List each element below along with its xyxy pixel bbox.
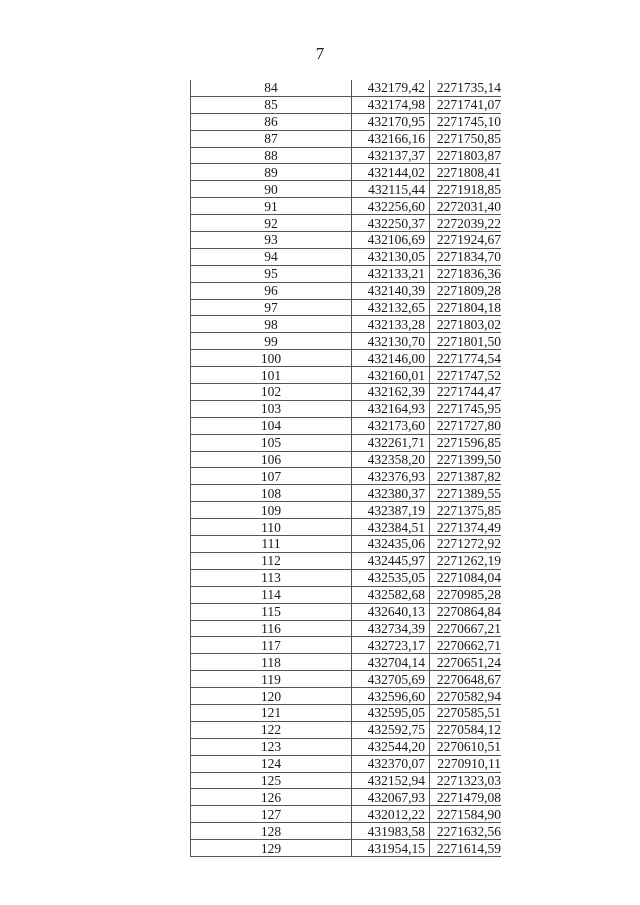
y-coordinate-cell: 2270662,71 <box>430 637 502 654</box>
y-coordinate-cell: 2271323,03 <box>430 772 502 789</box>
y-coordinate-cell: 2271735,14 <box>430 80 502 96</box>
x-coordinate-cell: 432162,39 <box>352 384 430 401</box>
table-row <box>191 620 502 637</box>
y-coordinate-cell: 2271727,80 <box>430 417 502 434</box>
y-coordinate-cell: 2271584,90 <box>430 806 502 823</box>
table-row <box>191 738 502 755</box>
x-coordinate-cell: 432445,97 <box>352 552 430 569</box>
y-coordinate-cell: 2271809,28 <box>430 282 502 299</box>
x-coordinate-cell: 432179,42 <box>352 80 430 96</box>
y-coordinate-cell: 2270667,21 <box>430 620 502 637</box>
x-coordinate-cell: 432376,93 <box>352 468 430 485</box>
table-row <box>191 232 502 249</box>
point-number-cell: 104 <box>191 417 352 434</box>
point-number-cell: 97 <box>191 299 352 316</box>
table-row <box>191 164 502 181</box>
x-coordinate-cell: 432640,13 <box>352 603 430 620</box>
point-number-cell: 125 <box>191 772 352 789</box>
x-coordinate-cell: 432130,70 <box>352 333 430 350</box>
point-number-cell: 103 <box>191 400 352 417</box>
x-coordinate-cell: 432380,37 <box>352 485 430 502</box>
x-coordinate-cell: 432596,60 <box>352 688 430 705</box>
x-coordinate-cell: 432012,22 <box>352 806 430 823</box>
y-coordinate-cell: 2271918,85 <box>430 181 502 198</box>
table-row <box>191 806 502 823</box>
table-row <box>191 552 502 569</box>
x-coordinate-cell: 432256,60 <box>352 198 430 215</box>
table-row <box>191 823 502 840</box>
x-coordinate-cell: 432137,37 <box>352 147 430 164</box>
point-number-cell: 108 <box>191 485 352 502</box>
x-coordinate-cell: 432115,44 <box>352 181 430 198</box>
point-number-cell: 95 <box>191 265 352 282</box>
point-number-cell: 111 <box>191 536 352 553</box>
x-coordinate-cell: 432734,39 <box>352 620 430 637</box>
y-coordinate-cell: 2271750,85 <box>430 130 502 147</box>
point-number-cell: 117 <box>191 637 352 654</box>
point-number-cell: 101 <box>191 367 352 384</box>
y-coordinate-cell: 2270864,84 <box>430 603 502 620</box>
point-number-cell: 107 <box>191 468 352 485</box>
point-number-cell: 126 <box>191 789 352 806</box>
table-row <box>191 316 502 333</box>
point-number-cell: 105 <box>191 434 352 451</box>
x-coordinate-cell: 432261,71 <box>352 434 430 451</box>
table-row <box>191 603 502 620</box>
point-number-cell: 124 <box>191 755 352 772</box>
point-number-cell: 123 <box>191 738 352 755</box>
y-coordinate-cell: 2270651,24 <box>430 654 502 671</box>
point-number-cell: 115 <box>191 603 352 620</box>
y-coordinate-cell: 2270610,51 <box>430 738 502 755</box>
x-coordinate-cell: 432723,17 <box>352 637 430 654</box>
point-number-cell: 109 <box>191 502 352 519</box>
point-number-cell: 113 <box>191 569 352 586</box>
x-coordinate-cell: 432173,60 <box>352 417 430 434</box>
y-coordinate-cell: 2271803,02 <box>430 316 502 333</box>
y-coordinate-cell: 2271596,85 <box>430 434 502 451</box>
y-coordinate-cell: 2271399,50 <box>430 451 502 468</box>
y-coordinate-cell: 2271774,54 <box>430 350 502 367</box>
table-row <box>191 130 502 147</box>
x-coordinate-cell: 431954,15 <box>352 840 430 857</box>
table-row <box>191 400 502 417</box>
point-number-cell: 122 <box>191 721 352 738</box>
table-row <box>191 181 502 198</box>
x-coordinate-cell: 432250,37 <box>352 215 430 232</box>
point-number-cell: 86 <box>191 113 352 130</box>
x-coordinate-cell: 432152,94 <box>352 772 430 789</box>
table-row <box>191 688 502 705</box>
table-row <box>191 569 502 586</box>
table-row <box>191 772 502 789</box>
table-row <box>191 299 502 316</box>
table-row <box>191 485 502 502</box>
y-coordinate-cell: 2271745,10 <box>430 113 502 130</box>
y-coordinate-cell: 2270910,11 <box>430 755 502 772</box>
y-coordinate-cell: 2271801,50 <box>430 333 502 350</box>
y-coordinate-cell: 2272039,22 <box>430 215 502 232</box>
table-row <box>191 704 502 721</box>
y-coordinate-cell: 2270648,67 <box>430 671 502 688</box>
x-coordinate-cell: 432370,07 <box>352 755 430 772</box>
x-coordinate-cell: 432435,06 <box>352 536 430 553</box>
point-number-cell: 128 <box>191 823 352 840</box>
point-number-cell: 93 <box>191 232 352 249</box>
table-row <box>191 350 502 367</box>
table-row <box>191 840 502 857</box>
y-coordinate-cell: 2271632,56 <box>430 823 502 840</box>
x-coordinate-cell: 432387,19 <box>352 502 430 519</box>
x-coordinate-cell: 432174,98 <box>352 96 430 113</box>
x-coordinate-cell: 432384,51 <box>352 519 430 536</box>
x-coordinate-cell: 432067,93 <box>352 789 430 806</box>
y-coordinate-cell: 2271614,59 <box>430 840 502 857</box>
table-row <box>191 384 502 401</box>
point-number-cell: 88 <box>191 147 352 164</box>
x-coordinate-cell: 432592,75 <box>352 721 430 738</box>
point-number-cell: 92 <box>191 215 352 232</box>
table-row <box>191 586 502 603</box>
y-coordinate-cell: 2271389,55 <box>430 485 502 502</box>
table-row <box>191 215 502 232</box>
x-coordinate-cell: 432146,00 <box>352 350 430 367</box>
x-coordinate-cell: 432144,02 <box>352 164 430 181</box>
x-coordinate-cell: 432705,69 <box>352 671 430 688</box>
point-number-cell: 102 <box>191 384 352 401</box>
table-row <box>191 333 502 350</box>
x-coordinate-cell: 432106,69 <box>352 232 430 249</box>
table-row <box>191 502 502 519</box>
point-number-cell: 91 <box>191 198 352 215</box>
x-coordinate-cell: 432133,28 <box>352 316 430 333</box>
table-row <box>191 417 502 434</box>
point-number-cell: 129 <box>191 840 352 857</box>
x-coordinate-cell: 431983,58 <box>352 823 430 840</box>
point-number-cell: 118 <box>191 654 352 671</box>
point-number-cell: 100 <box>191 350 352 367</box>
table-row <box>191 721 502 738</box>
y-coordinate-cell: 2271272,92 <box>430 536 502 553</box>
point-number-cell: 110 <box>191 519 352 536</box>
point-number-cell: 99 <box>191 333 352 350</box>
point-number-cell: 116 <box>191 620 352 637</box>
point-number-cell: 106 <box>191 451 352 468</box>
table-row <box>191 367 502 384</box>
y-coordinate-cell: 2271375,85 <box>430 502 502 519</box>
table-row <box>191 198 502 215</box>
point-number-cell: 127 <box>191 806 352 823</box>
y-coordinate-cell: 2271836,36 <box>430 265 502 282</box>
point-number-cell: 120 <box>191 688 352 705</box>
table-row <box>191 654 502 671</box>
table-row <box>191 451 502 468</box>
x-coordinate-cell: 432166,16 <box>352 130 430 147</box>
x-coordinate-cell: 432544,20 <box>352 738 430 755</box>
coordinates-table <box>190 80 501 857</box>
point-number-cell: 98 <box>191 316 352 333</box>
table-row <box>191 147 502 164</box>
y-coordinate-cell: 2271741,07 <box>430 96 502 113</box>
x-coordinate-cell: 432704,14 <box>352 654 430 671</box>
table-row <box>191 536 502 553</box>
y-coordinate-cell: 2271834,70 <box>430 248 502 265</box>
page-number: 7 <box>315 44 325 63</box>
y-coordinate-cell: 2270585,51 <box>430 704 502 721</box>
table-row <box>191 434 502 451</box>
point-number-cell: 90 <box>191 181 352 198</box>
x-coordinate-cell: 432595,05 <box>352 704 430 721</box>
y-coordinate-cell: 2272031,40 <box>430 198 502 215</box>
y-coordinate-cell: 2271374,49 <box>430 519 502 536</box>
point-number-cell: 89 <box>191 164 352 181</box>
table-row <box>191 80 502 96</box>
x-coordinate-cell: 432170,95 <box>352 113 430 130</box>
x-coordinate-cell: 432160,01 <box>352 367 430 384</box>
table-row <box>191 671 502 688</box>
point-number-cell: 112 <box>191 552 352 569</box>
x-coordinate-cell: 432358,20 <box>352 451 430 468</box>
table-row <box>191 755 502 772</box>
point-number-cell: 85 <box>191 96 352 113</box>
point-number-cell: 121 <box>191 704 352 721</box>
x-coordinate-cell: 432582,68 <box>352 586 430 603</box>
table-row <box>191 637 502 654</box>
y-coordinate-cell: 2271744,47 <box>430 384 502 401</box>
table-row <box>191 519 502 536</box>
table-row <box>191 248 502 265</box>
y-coordinate-cell: 2270582,94 <box>430 688 502 705</box>
x-coordinate-cell: 432164,93 <box>352 400 430 417</box>
table-row <box>191 789 502 806</box>
point-number-cell: 87 <box>191 130 352 147</box>
x-coordinate-cell: 432133,21 <box>352 265 430 282</box>
point-number-cell: 94 <box>191 248 352 265</box>
y-coordinate-cell: 2271745,95 <box>430 400 502 417</box>
table-row <box>191 113 502 130</box>
table-row <box>191 96 502 113</box>
y-coordinate-cell: 2271387,82 <box>430 468 502 485</box>
y-coordinate-cell: 2271479,08 <box>430 789 502 806</box>
y-coordinate-cell: 2271808,41 <box>430 164 502 181</box>
y-coordinate-cell: 2271804,18 <box>430 299 502 316</box>
table-row <box>191 265 502 282</box>
x-coordinate-cell: 432130,05 <box>352 248 430 265</box>
x-coordinate-cell: 432132,65 <box>352 299 430 316</box>
table-row <box>191 468 502 485</box>
point-number-cell: 119 <box>191 671 352 688</box>
x-coordinate-cell: 432535,05 <box>352 569 430 586</box>
y-coordinate-cell: 2271084,04 <box>430 569 502 586</box>
y-coordinate-cell: 2271747,52 <box>430 367 502 384</box>
y-coordinate-cell: 2270584,12 <box>430 721 502 738</box>
y-coordinate-cell: 2271924,67 <box>430 232 502 249</box>
coordinates-table-body <box>191 80 502 856</box>
y-coordinate-cell: 2271803,87 <box>430 147 502 164</box>
y-coordinate-cell: 2271262,19 <box>430 552 502 569</box>
point-number-cell: 114 <box>191 586 352 603</box>
table-row <box>191 282 502 299</box>
point-number-cell: 96 <box>191 282 352 299</box>
x-coordinate-cell: 432140,39 <box>352 282 430 299</box>
point-number-cell: 84 <box>191 80 352 96</box>
y-coordinate-cell: 2270985,28 <box>430 586 502 603</box>
